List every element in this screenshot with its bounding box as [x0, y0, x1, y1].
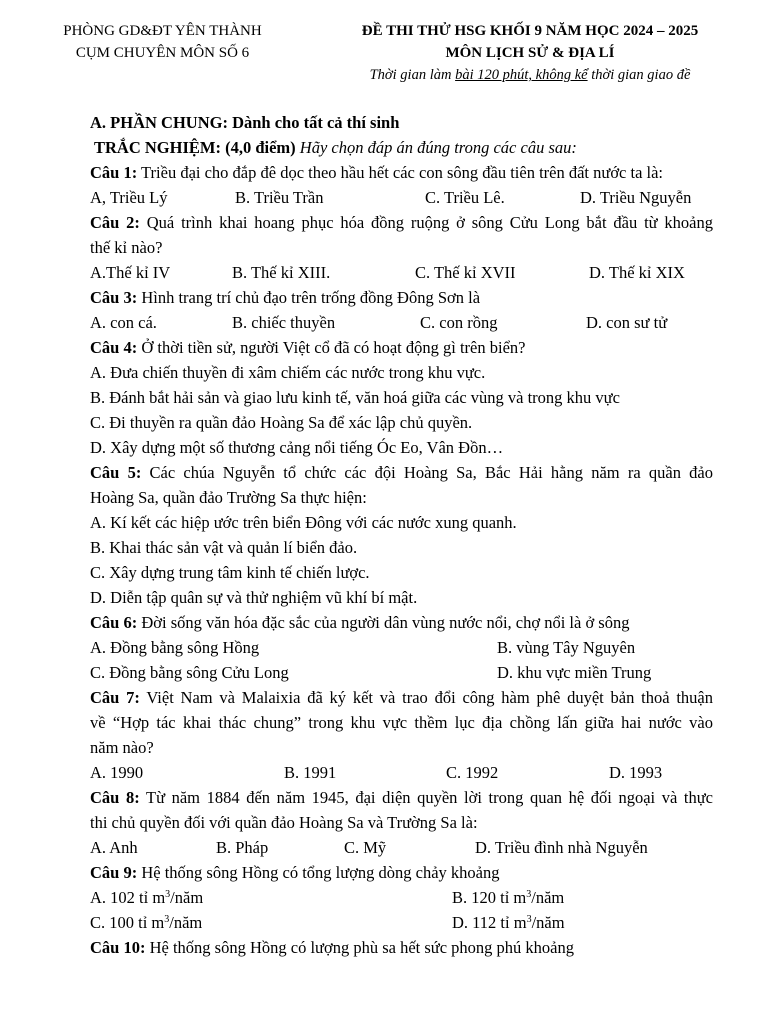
question-text: Hệ thống sông Hồng có tổng lượng dòng chảy khoảng [137, 863, 500, 882]
option-c: C. Xây dựng trung tâm kinh tế chiến lược. [90, 563, 370, 582]
question-label: Câu 2: [90, 213, 140, 232]
question-label: Câu 5: [90, 463, 142, 482]
option-b: B. Khai thác sản vật và quản lí biển đảo. [90, 538, 358, 557]
time-note-pre: Thời gian làm [369, 67, 456, 83]
option-c: C. Thế kỉ XVII [415, 263, 516, 282]
question-text: Hình trang trí chủ đạo trên trống đồng Đông Sơn là [137, 288, 481, 307]
option-a-value: A. 102 tỉ m [90, 888, 166, 907]
option-d: D. Thế kỉ XIX [589, 263, 685, 282]
question-7 [90, 685, 713, 710]
part-heading [90, 135, 713, 160]
option-c [90, 910, 202, 935]
question-7-cont: về “Hợp tác khai thác chung” trong khu vực thềm lục địa chồng lấn giữa hai nước vào [90, 713, 713, 732]
question-1-options [90, 185, 713, 210]
unit-exponent: 3 [164, 914, 170, 925]
option-a: A. Anh [90, 838, 138, 857]
question-8-options [90, 835, 713, 860]
option-d: D. Triều đình nhà Nguyễn [475, 838, 648, 857]
question-5-cont: Hoàng Sa, quần đảo Trường Sa thực hiện: [90, 488, 367, 507]
question-label: Câu 9: [90, 863, 138, 882]
question-6-options-row2 [90, 660, 713, 685]
question-3 [90, 285, 713, 310]
question-label: Câu 8: [90, 788, 140, 807]
question-label: Câu 10: [90, 938, 146, 957]
question-2-options [90, 260, 713, 285]
exam-header [325, 20, 735, 87]
option-a [90, 885, 203, 910]
question-8 [90, 785, 713, 810]
question-10 [90, 935, 713, 960]
option-c: C. con rồng [420, 313, 498, 332]
option-d-value: D. 112 tỉ m [452, 913, 527, 932]
question-4 [90, 335, 713, 360]
question-text: Từ năm 1884 đến năm 1945, đại diện quyền lời trong quan hệ đối ngoại và thực [139, 788, 713, 807]
unit-exponent: 3 [526, 889, 532, 900]
option-a: A. Kí kết các hiệp ước trên biển Đông với các nước xung quanh. [90, 513, 517, 532]
option-a: A, Triều Lý [90, 188, 168, 207]
question-label: Câu 7: [90, 688, 140, 707]
department-name: PHÒNG GD&ĐT YÊN THÀNH [63, 23, 262, 39]
option-d [452, 910, 565, 935]
exam-content [90, 110, 713, 960]
option-d: D. Xây dựng một số thương cảng nổi tiếng Óc Eo, Vân Đồn… [90, 438, 504, 457]
time-note [325, 64, 735, 87]
question-label: Câu 6: [90, 613, 138, 632]
option-c: C. Triều Lê. [425, 188, 505, 207]
question-text: Hệ thống sông Hồng có lượng phù sa hết sức phong phú khoảng [145, 938, 574, 957]
time-note-post: thời gian giao đề [587, 67, 691, 83]
unit-suffix: /năm [531, 888, 565, 907]
option-d: D. 1993 [609, 763, 663, 782]
part-instruction: Hãy chọn đáp án đúng trong các câu sau: [295, 138, 577, 157]
option-a: A. 1990 [90, 763, 144, 782]
unit-suffix: /năm [169, 913, 203, 932]
option-b: B. Thế kỉ XIII. [232, 263, 331, 282]
option-a: A. Đồng bằng sông Hồng [90, 638, 260, 657]
option-d: D. khu vực miền Trung [497, 663, 652, 682]
question-label: Câu 4: [90, 338, 138, 357]
option-b-value: B. 120 tỉ m [452, 888, 527, 907]
school-header [40, 20, 285, 64]
question-text: Quá trình khai hoang phục hóa đồng ruộng ở sông Cửu Long bắt đầu từ khoảng [139, 213, 713, 232]
part-label: TRẮC NGHIỆM: (4,0 điểm) [94, 138, 296, 157]
question-text: Các chúa Nguyễn tổ chức các đội Hoàng Sa, Bắc Hải hằng năm ra quần đảo [141, 463, 713, 482]
question-text: Ở thời tiền sử, người Việt cổ đã có hoạt động gì trên biển? [137, 338, 526, 357]
option-c: C. Đi thuyền ra quần đảo Hoàng Sa để xác lập chủ quyền. [90, 413, 473, 432]
option-a: A.Thế kỉ IV [90, 263, 171, 282]
question-5 [90, 460, 713, 485]
unit-suffix: /năm [170, 888, 204, 907]
option-c: C. Đồng bằng sông Cửu Long [90, 663, 289, 682]
exam-title: ĐỀ THI THỬ HSG KHỐI 9 NĂM HỌC 2024 – 2025 [361, 23, 699, 39]
question-7-cont2: năm nào? [90, 738, 154, 757]
option-a: A. Đưa chiến thuyền đi xâm chiếm các nước trong khu vực. [90, 363, 486, 382]
time-note-underlined: bài 120 phút, không kể [455, 67, 588, 83]
question-8-cont: thi chủ quyền đối với quần đảo Hoàng Sa và Trường Sa là: [90, 813, 478, 832]
question-6-options-row1 [90, 635, 713, 660]
unit-suffix: /năm [531, 913, 565, 932]
question-2-cont: thế kỉ nào? [90, 238, 163, 257]
section-title: A. PHẦN CHUNG: Dành cho tất cả thí sinh [90, 113, 400, 132]
option-c-value: C. 100 tỉ m [90, 913, 165, 932]
question-7-options [90, 760, 713, 785]
option-b: B. Pháp [216, 838, 269, 857]
question-3-options [90, 310, 713, 335]
question-6 [90, 610, 713, 635]
question-1 [90, 160, 713, 185]
question-label: Câu 3: [90, 288, 138, 307]
question-9-options-row2 [90, 910, 713, 935]
option-b: B. chiếc thuyền [232, 313, 336, 332]
cluster-name: CỤM CHUYÊN MÔN SỐ 6 [75, 45, 250, 61]
option-c: C. Mỹ [344, 838, 387, 857]
option-b [452, 885, 564, 910]
option-a: A. con cá. [90, 313, 157, 332]
question-label: Câu 1: [90, 163, 138, 182]
option-d: D. Diễn tập quân sự và thử nghiệm vũ khí bí mật. [90, 588, 418, 607]
question-text: Triều đại cho đắp đê dọc theo hầu hết các con sông đầu tiên trên đất nước ta là: [137, 163, 664, 182]
option-b: B. Triều Trần [235, 188, 324, 207]
option-b: B. 1991 [284, 763, 337, 782]
subject-title: MÔN LỊCH SỬ & ĐỊA LÍ [445, 45, 615, 61]
unit-exponent: 3 [526, 914, 532, 925]
question-text: Đời sống văn hóa đặc sắc của người dân vùng nước nổi, chợ nổi là ở sông [137, 613, 630, 632]
question-text: Việt Nam và Malaixia đã ký kết và trao đổi công hàm phê duyệt bản thoả thuận [139, 688, 713, 707]
unit-exponent: 3 [165, 889, 171, 900]
question-2 [90, 210, 713, 235]
option-b: B. vùng Tây Nguyên [497, 638, 636, 657]
question-9-options-row1 [90, 885, 713, 910]
option-b: B. Đánh bắt hải sản và giao lưu kinh tế, văn hoá giữa các vùng và trong khu vực [90, 388, 620, 407]
option-d: D. con sư tử [586, 313, 668, 332]
option-d: D. Triều Nguyễn [580, 188, 692, 207]
option-c: C. 1992 [446, 763, 499, 782]
question-9 [90, 860, 713, 885]
